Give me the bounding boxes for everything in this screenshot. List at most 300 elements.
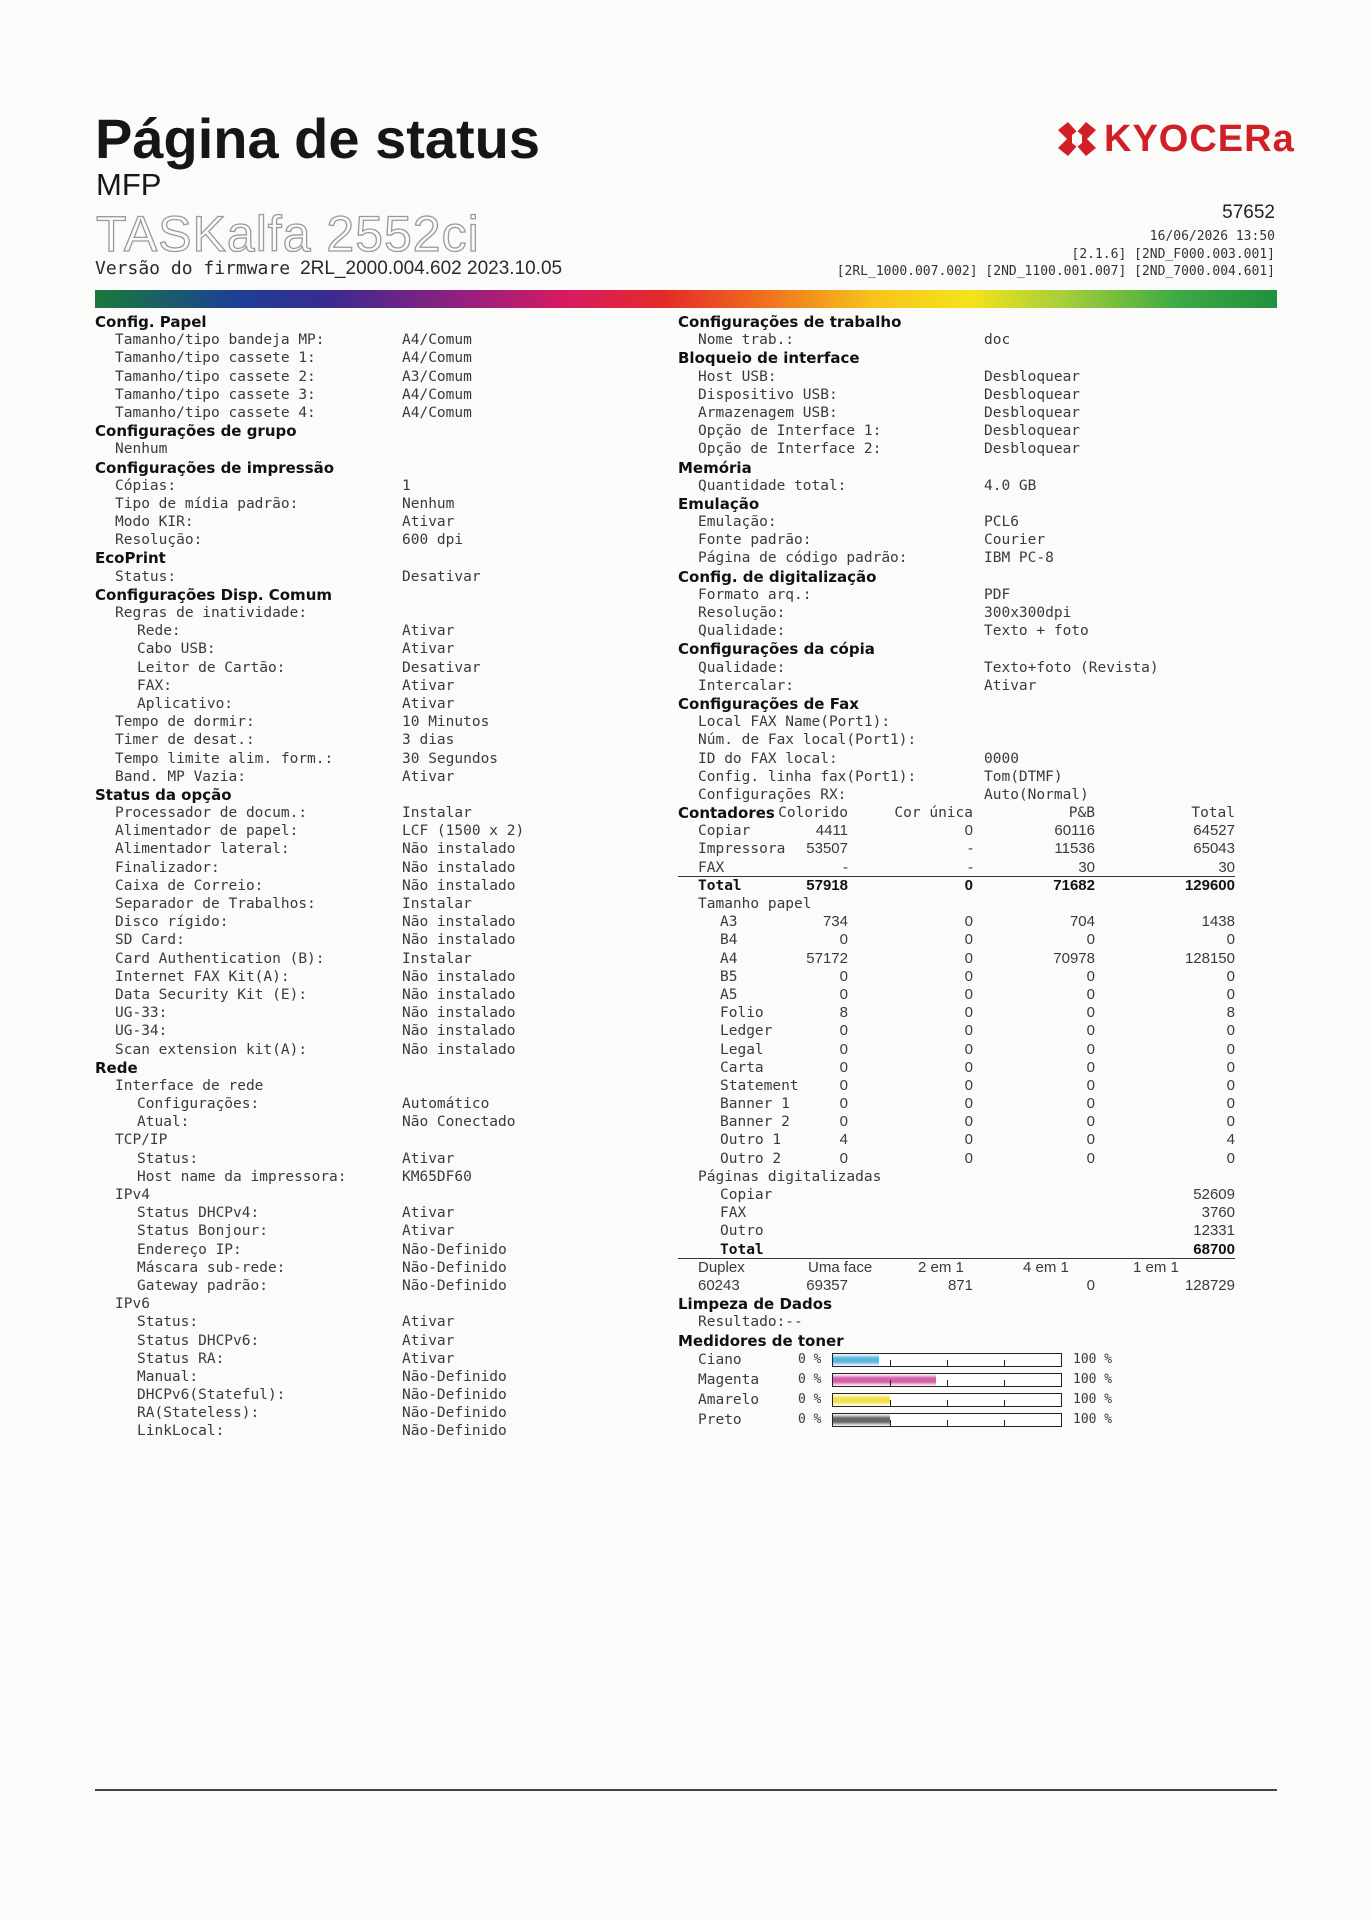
setting-row xyxy=(95,931,655,949)
toner-scale-tick xyxy=(947,1380,948,1387)
setting-row xyxy=(95,822,655,840)
setting-label: Tipo de mídia padrão: xyxy=(115,495,299,512)
setting-label: Resolução: xyxy=(698,605,786,621)
counter-row xyxy=(678,913,1278,931)
setting-label: Rede: xyxy=(137,623,181,640)
setting-value: Instalar xyxy=(402,896,472,912)
setting-row xyxy=(95,622,655,640)
toner-max-label: 100 % xyxy=(1073,1371,1113,1387)
counter-row xyxy=(678,931,1278,949)
setting-row xyxy=(95,713,655,731)
setting-value: Não instalado xyxy=(402,1041,516,1058)
toner-level-bar xyxy=(832,1353,1062,1367)
toner-scale-tick xyxy=(890,1420,891,1427)
toner-level-bar xyxy=(832,1373,1062,1387)
setting-row xyxy=(95,913,655,931)
section-heading-memoria xyxy=(678,459,1278,477)
setting-value: Ativar xyxy=(402,695,455,712)
setting-row xyxy=(95,859,655,877)
setting-value: 600 dpi xyxy=(402,532,464,549)
section-title: Configurações de impressão xyxy=(95,458,335,477)
toner-level-fill xyxy=(833,1374,936,1386)
counter-row xyxy=(678,1204,1278,1222)
setting-label: Host name da impressora: xyxy=(137,1168,347,1185)
setting-value: Ativar xyxy=(402,768,455,785)
section-heading-configuracoes-de-grupo xyxy=(95,422,655,440)
setting-value: Ativar xyxy=(402,1205,455,1222)
counter-value: 4 xyxy=(1226,1131,1235,1149)
counter-column-header: Cor única xyxy=(894,805,973,822)
setting-label: IPv6 xyxy=(115,1296,150,1313)
counter-row xyxy=(678,1041,1278,1059)
counter-row xyxy=(678,877,1278,895)
counter-value: 129600 xyxy=(1184,876,1235,894)
counter-value: - xyxy=(843,858,848,876)
toner-level-bar xyxy=(832,1413,1062,1427)
counter-row xyxy=(678,968,1278,986)
setting-row xyxy=(678,549,1278,567)
counter-value: 0 xyxy=(839,1095,848,1113)
section-heading-configuracoes-disp-comum xyxy=(95,586,655,604)
setting-row xyxy=(95,768,655,786)
setting-label: Página de código padrão: xyxy=(698,550,908,567)
setting-row xyxy=(95,950,655,968)
section-title: Emulação xyxy=(678,494,760,513)
setting-label: Alimentador de papel: xyxy=(115,823,299,840)
toner-row-amarelo xyxy=(678,1390,1278,1410)
setting-row xyxy=(95,531,655,549)
counter-value: 0 xyxy=(964,1040,973,1058)
setting-value: Ativar xyxy=(402,623,455,640)
setting-row xyxy=(95,1150,655,1168)
counter-value: 60116 xyxy=(1054,822,1095,840)
setting-label: Aplicativo: xyxy=(137,695,234,712)
setting-value: Desbloquear xyxy=(984,423,1081,440)
setting-row xyxy=(95,1313,655,1331)
counter-value: 0 xyxy=(1086,1113,1095,1131)
setting-row xyxy=(678,331,1278,349)
counter-value: 0 xyxy=(1086,1004,1095,1022)
setting-label: Regras de inatividade: xyxy=(115,605,308,621)
setting-row xyxy=(95,1404,655,1422)
counter-label: Banner 2 xyxy=(720,1114,790,1131)
counter-column-header: Total xyxy=(1191,805,1235,822)
counter-label: Legal xyxy=(720,1041,764,1058)
setting-value: doc xyxy=(984,332,1011,349)
section-title: Configurações de trabalho xyxy=(678,313,902,331)
data-cleanup-heading xyxy=(678,1295,1278,1313)
counter-label: Folio xyxy=(720,1005,764,1022)
counter-value: 4 xyxy=(839,1131,848,1149)
section-title: Limpeza de Dados xyxy=(678,1295,832,1314)
counter-row xyxy=(678,859,1278,877)
counter-value: 0 xyxy=(839,1113,848,1131)
setting-label: Núm. de Fax local(Port1): xyxy=(698,732,917,749)
section-heading-rede xyxy=(95,1059,655,1077)
counter-value: 57918 xyxy=(806,876,848,894)
counter-row xyxy=(678,1004,1278,1022)
counter-value: 0 xyxy=(1086,1149,1095,1167)
counter-label: Outro 2 xyxy=(720,1150,782,1167)
counter-value: 0 xyxy=(1226,985,1235,1003)
setting-value: Ativar xyxy=(402,641,455,658)
counter-value: 52609 xyxy=(1193,1186,1235,1203)
counter-row xyxy=(678,986,1278,1004)
section-heading-configuracoes-de-trabalho xyxy=(678,313,1278,331)
version-line-2: [2RL_1000.007.002] [2ND_1100.001.007] [2ND_7000.004.601] xyxy=(836,264,1275,279)
setting-value: Ativar xyxy=(402,514,455,531)
setting-row xyxy=(678,750,1278,768)
page-title: Página de status xyxy=(95,107,541,170)
toner-scale-tick xyxy=(947,1400,948,1407)
setting-label: Caixa de Correio: xyxy=(115,877,264,894)
setting-value: A4/Comum xyxy=(402,404,472,421)
counter-label: A4 xyxy=(720,950,738,967)
counter-label: Total xyxy=(720,1241,764,1258)
setting-label: Opção de Interface 2: xyxy=(698,441,882,458)
setting-label: Status: xyxy=(115,568,177,585)
setting-row xyxy=(95,1077,655,1095)
setting-row xyxy=(95,986,655,1004)
setting-value: PDF xyxy=(984,586,1011,603)
setting-value: Desativar xyxy=(402,659,481,676)
setting-label: Atual: xyxy=(137,1114,190,1131)
toner-scale-tick xyxy=(1004,1380,1005,1387)
setting-label: Separador de Trabalhos: xyxy=(115,896,316,912)
counter-label: FAX xyxy=(720,1205,747,1222)
setting-label: Intercalar: xyxy=(698,677,795,694)
toner-scale-tick xyxy=(1004,1400,1005,1407)
counter-value: 0 xyxy=(1226,931,1235,949)
counter-value: 0 xyxy=(964,1076,973,1094)
setting-row xyxy=(95,695,655,713)
counter-column-header: P&B xyxy=(1068,805,1095,822)
counter-label: Outro 1 xyxy=(720,1132,782,1149)
counter-value: 0 xyxy=(964,876,973,894)
setting-value: Não-Definido xyxy=(402,1277,507,1294)
setting-label: Fonte padrão: xyxy=(698,532,812,549)
section-heading-status-da-opcao xyxy=(95,786,655,804)
setting-value: Ativar xyxy=(984,677,1037,694)
setting-row xyxy=(95,1168,655,1186)
firmware-version xyxy=(95,258,562,280)
counter-value: 0 xyxy=(964,985,973,1003)
setting-value: Desativar xyxy=(402,568,481,585)
counter-row xyxy=(678,1077,1278,1095)
counter-value: 0 xyxy=(1226,1095,1235,1113)
toner-label: Magenta xyxy=(698,1371,760,1388)
print-datetime: 16/06/2026 13:50 xyxy=(1149,229,1275,244)
setting-value: IBM PC-8 xyxy=(984,550,1054,567)
setting-label: Band. MP Vazia: xyxy=(115,768,246,785)
setting-value: Não instalado xyxy=(402,986,516,1003)
setting-label: ID do FAX local: xyxy=(698,750,838,767)
setting-label: Máscara sub-rede: xyxy=(137,1259,286,1276)
counter-value: 0 xyxy=(1086,967,1095,985)
toner-scale-tick xyxy=(1004,1360,1005,1367)
counter-value: 8 xyxy=(1226,1004,1235,1022)
setting-value: Ativar xyxy=(402,1150,455,1167)
setting-value: Não-Definido xyxy=(402,1423,507,1440)
setting-row xyxy=(678,659,1278,677)
setting-label: Status Bonjour: xyxy=(137,1223,268,1240)
counter-value: 0 xyxy=(964,1131,973,1149)
setting-label: Armazenagem USB: xyxy=(698,404,838,421)
setting-row xyxy=(95,731,655,749)
counter-value: 0 xyxy=(839,1149,848,1167)
counter-label: FAX xyxy=(698,859,725,876)
setting-row xyxy=(95,1113,655,1131)
counter-value: 0 xyxy=(964,1113,973,1131)
setting-row xyxy=(95,840,655,858)
setting-row xyxy=(678,604,1278,622)
toner-scale-tick xyxy=(947,1360,948,1367)
section-heading-config-papel xyxy=(95,313,655,331)
counter-row xyxy=(678,1113,1278,1131)
duplex-header-row xyxy=(678,1259,1278,1277)
setting-row xyxy=(95,604,655,622)
setting-row xyxy=(678,386,1278,404)
setting-label: Data Security Kit (E): xyxy=(115,986,308,1003)
section-title: Memória xyxy=(678,458,752,477)
counter-row xyxy=(678,1059,1278,1077)
setting-row xyxy=(95,1332,655,1350)
page-counter-id: 57652 xyxy=(1222,202,1275,223)
counter-value: 0 xyxy=(839,1058,848,1076)
setting-label: TCP/IP xyxy=(115,1132,168,1149)
setting-label: Dispositivo USB: xyxy=(698,386,838,403)
counter-value: - xyxy=(968,858,973,876)
section-title: Status da opção xyxy=(95,785,232,804)
setting-row xyxy=(95,404,655,422)
setting-label: Status DHCPv6: xyxy=(137,1332,260,1349)
toner-level-fill xyxy=(833,1394,890,1406)
setting-row xyxy=(95,804,655,822)
page-subtitle: MFP xyxy=(96,167,162,202)
setting-label: Tamanho/tipo cassete 3: xyxy=(115,386,316,403)
setting-label: Card Authentication (B): xyxy=(115,950,325,967)
toner-scale-tick xyxy=(890,1360,891,1367)
duplex-header: Duplex xyxy=(698,1258,745,1276)
setting-value: KM65DF60 xyxy=(402,1168,472,1185)
setting-label: IPv4 xyxy=(115,1187,150,1203)
data-cleanup-result xyxy=(678,1313,1278,1331)
counter-label: B5 xyxy=(720,968,738,985)
setting-row xyxy=(678,422,1278,440)
setting-value: Auto(Normal) xyxy=(984,786,1089,803)
duplex-value: 871 xyxy=(947,1276,973,1294)
duplex-header: Uma face xyxy=(808,1258,873,1276)
section-title: Configurações de grupo xyxy=(95,422,297,441)
setting-value: Ativar xyxy=(402,1223,455,1240)
setting-row xyxy=(95,368,655,386)
setting-label: Configurações: xyxy=(137,1096,260,1113)
counter-value: 0 xyxy=(1226,1113,1235,1131)
duplex-value: 128729 xyxy=(1184,1276,1235,1294)
counter-value: 0 xyxy=(964,1058,973,1076)
setting-value: Tom(DTMF) xyxy=(984,768,1063,785)
setting-label: Status: xyxy=(137,1150,199,1167)
counter-row xyxy=(678,1022,1278,1040)
setting-label: UG-33: xyxy=(115,1005,168,1022)
setting-value: Não instalado xyxy=(402,859,516,876)
setting-row xyxy=(678,368,1278,386)
section-title: Medidores de toner xyxy=(678,1331,844,1350)
counter-value: 3760 xyxy=(1201,1204,1235,1222)
setting-value: 10 Minutos xyxy=(402,714,490,731)
setting-label: Leitor de Cartão: xyxy=(137,659,286,676)
counter-label: Impressora xyxy=(698,841,786,858)
setting-value: Nenhum xyxy=(402,495,455,512)
setting-label: SD Card: xyxy=(115,932,185,949)
toner-label: Preto xyxy=(698,1411,742,1428)
counter-row xyxy=(678,950,1278,968)
counter-value: 57172 xyxy=(806,949,848,967)
setting-value: Não-Definido xyxy=(402,1368,507,1385)
counter-value: 0 xyxy=(964,931,973,949)
counter-value: 11536 xyxy=(1054,840,1095,858)
setting-label: Internet FAX Kit(A): xyxy=(115,968,290,985)
counter-value: 0 xyxy=(964,913,973,931)
counter-value: 65043 xyxy=(1193,840,1235,858)
toner-label: Ciano xyxy=(698,1351,742,1368)
setting-label: Resultado:-- xyxy=(698,1314,803,1331)
setting-row xyxy=(678,513,1278,531)
setting-value: 4.0 GB xyxy=(984,477,1037,494)
counter-value: 30 xyxy=(1218,858,1235,876)
setting-value: Não instalado xyxy=(402,841,516,858)
counter-label: Copiar xyxy=(698,823,751,840)
kyocera-logo xyxy=(1058,118,1295,166)
counter-value: 0 xyxy=(964,949,973,967)
counter-value: 0 xyxy=(964,822,973,840)
toner-level-fill xyxy=(833,1414,890,1426)
counter-label: Statement xyxy=(720,1077,799,1094)
duplex-header: 2 em 1 xyxy=(918,1258,964,1276)
setting-value: Não instalado xyxy=(402,1023,516,1040)
counter-value: 0 xyxy=(1086,1022,1095,1040)
counter-value: 71682 xyxy=(1053,876,1095,894)
setting-row xyxy=(95,386,655,404)
setting-row xyxy=(678,731,1278,749)
toner-min-label: 0 % xyxy=(798,1371,822,1387)
setting-label: Local FAX Name(Port1): xyxy=(698,714,891,731)
setting-label: Disco rígido: xyxy=(115,914,229,931)
left-column xyxy=(95,313,655,1441)
setting-value: Não instalado xyxy=(402,877,516,894)
setting-value: Ativar xyxy=(402,1350,455,1367)
setting-value: 3 dias xyxy=(402,732,455,749)
setting-label: Cabo USB: xyxy=(137,641,216,658)
counter-value: 0 xyxy=(1226,1076,1235,1094)
section-title: Configurações da cópia xyxy=(678,640,875,659)
setting-label: Finalizador: xyxy=(115,859,220,876)
setting-row xyxy=(95,877,655,895)
setting-label: Status DHCPv4: xyxy=(137,1205,260,1222)
setting-value: Courier xyxy=(984,532,1046,549)
setting-row xyxy=(95,1022,655,1040)
setting-label: FAX: xyxy=(137,677,172,694)
setting-label: Tempo de dormir: xyxy=(115,714,255,731)
setting-value: Instalar xyxy=(402,950,472,967)
toner-max-label: 100 % xyxy=(1073,1351,1113,1367)
setting-value: Não instalado xyxy=(402,968,516,985)
setting-value: Não instalado xyxy=(402,932,516,949)
setting-row xyxy=(678,713,1278,731)
counter-value: 0 xyxy=(839,931,848,949)
section-heading-emulacao xyxy=(678,495,1278,513)
setting-row xyxy=(95,1131,655,1149)
setting-label: Configurações RX: xyxy=(698,786,847,803)
toner-min-label: 0 % xyxy=(798,1351,822,1367)
toner-min-label: 0 % xyxy=(798,1411,822,1427)
setting-value: Desbloquear xyxy=(984,386,1081,403)
setting-row xyxy=(95,895,655,913)
setting-value: Ativar xyxy=(402,677,455,694)
setting-label: Status: xyxy=(137,1314,199,1331)
setting-value: Instalar xyxy=(402,805,472,822)
counter-label: B4 xyxy=(720,932,738,949)
setting-value: Não-Definido xyxy=(402,1405,507,1422)
setting-label: Nome trab.: xyxy=(698,332,795,349)
counter-value: 1438 xyxy=(1201,913,1235,931)
setting-row xyxy=(95,1259,655,1277)
setting-row xyxy=(95,349,655,367)
setting-label: Formato arq.: xyxy=(698,586,812,603)
counters-header xyxy=(678,804,1278,822)
counter-row xyxy=(678,1222,1278,1240)
setting-row xyxy=(95,1350,655,1368)
setting-value: Não-Definido xyxy=(402,1387,507,1404)
counter-row xyxy=(678,1168,1278,1186)
setting-label: Scan extension kit(A): xyxy=(115,1041,308,1058)
duplex-value-row xyxy=(678,1277,1278,1295)
counter-value: 64527 xyxy=(1193,822,1235,840)
setting-label: Resolução: xyxy=(115,532,203,549)
setting-row xyxy=(95,1386,655,1404)
counter-column-header: Colorido xyxy=(778,805,848,822)
counter-label: Banner 1 xyxy=(720,1096,790,1113)
setting-label: RA(Stateless): xyxy=(137,1405,260,1422)
setting-row xyxy=(95,1422,655,1440)
setting-label: Quantidade total: xyxy=(698,477,847,494)
setting-row xyxy=(95,1041,655,1059)
counter-value: 30 xyxy=(1078,858,1095,876)
setting-label: Opção de Interface 1: xyxy=(698,423,882,440)
setting-value: A4/Comum xyxy=(402,332,472,349)
setting-label: Status RA: xyxy=(137,1350,225,1367)
setting-label: Tamanho/tipo cassete 2: xyxy=(115,368,316,385)
counter-value: 0 xyxy=(839,985,848,1003)
setting-row xyxy=(678,531,1278,549)
setting-row xyxy=(95,1241,655,1259)
setting-row xyxy=(678,440,1278,458)
counter-value: 0 xyxy=(839,1076,848,1094)
setting-row xyxy=(678,768,1278,786)
toner-scale-tick xyxy=(890,1380,891,1387)
counter-row xyxy=(678,1241,1278,1259)
toner-level-bar xyxy=(832,1393,1062,1407)
counter-row xyxy=(678,840,1278,858)
counter-label: Carta xyxy=(720,1059,764,1076)
setting-value: Automático xyxy=(402,1096,490,1113)
firmware-value: 2RL_2000.004.602 2023.10.05 xyxy=(300,258,563,279)
toner-heading xyxy=(678,1332,1278,1350)
toner-max-label: 100 % xyxy=(1073,1411,1113,1427)
counter-value: 0 xyxy=(1086,1076,1095,1094)
setting-label: Endereço IP: xyxy=(137,1241,242,1258)
section-title: Bloqueio de interface xyxy=(678,349,860,368)
